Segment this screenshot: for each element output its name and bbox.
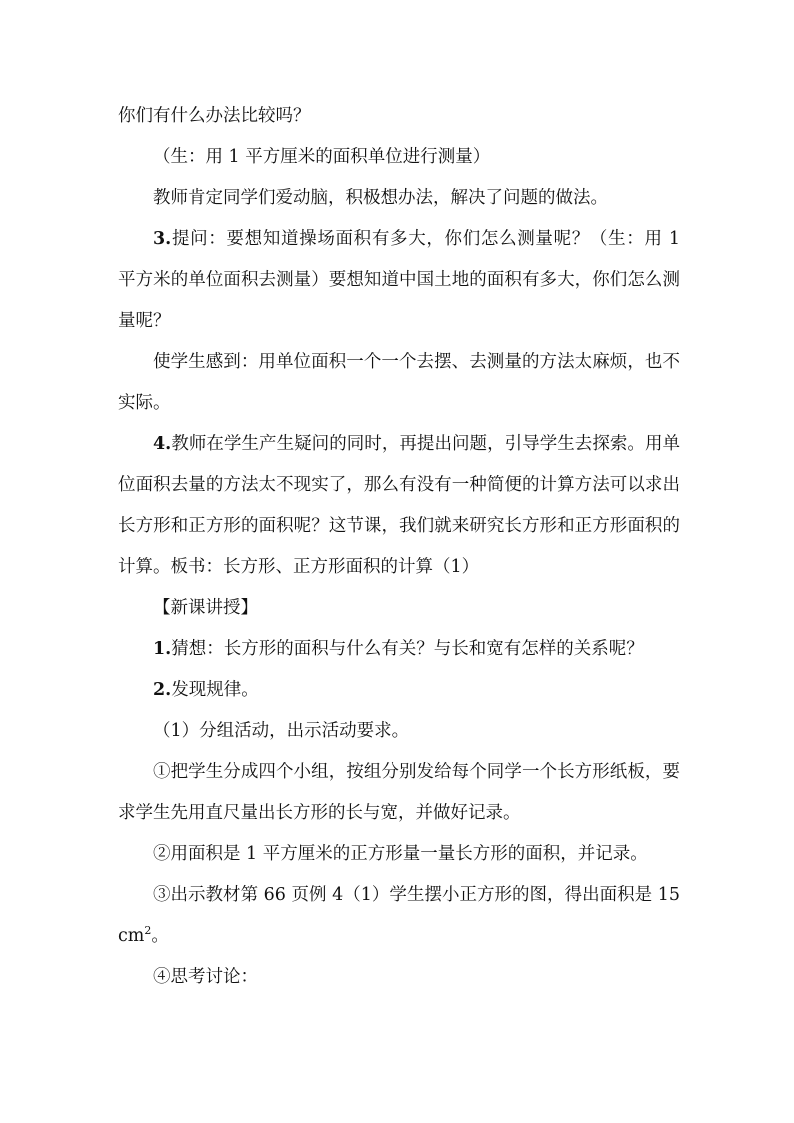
guess-number: 1. [153, 639, 172, 659]
activity-step-3-end: 。 [151, 926, 169, 946]
paragraph-find-rule [118, 670, 680, 711]
step-4-text: 教师在学生产生疑问的同时，再提出问题，引导学生去探索。用单位面积去量的方法太不现实了，那么有没有一种简便的计算方法可以求出长方形和正方形的面积呢？这节课，我们就来研究长方形和正方形面积的计算。板书：长方形、正方形面积的计算（1） [118, 434, 680, 577]
paragraph-teacher-praise: 教师肯定同学们爱动脑，积极想办法，解决了问题的做法。 [153, 188, 608, 208]
superscript-squared: 2 [144, 924, 152, 938]
guess-text: 猜想：长方形的面积与什么有关？与长和宽有怎样的关系呢？ [171, 639, 644, 659]
paragraph-step-4 [118, 424, 680, 588]
step-number-3: 3. [153, 229, 172, 249]
paragraph-activity-step-1: ①把学生分成四个小组，按组分别发给每个同学一个长方形纸板，要求学生先用直尺量出长方形的长与宽，并做好记录。 [118, 762, 680, 823]
find-text: 发现规律。 [171, 680, 259, 700]
step-3-text: 提问：要想知道操场面积有多大，你们怎么测量呢？（生：用 1 平方米的单位面积去测量）要想知道中国土地的面积有多大，你们怎么测量呢？ [118, 229, 680, 331]
step-number-4: 4. [153, 434, 172, 454]
paragraph-step-3 [118, 219, 680, 342]
document-body [118, 96, 680, 998]
paragraph-question-compare: 你们有什么办法比较吗？ [118, 106, 311, 126]
find-number: 2. [153, 680, 172, 700]
paragraph-activity-step-2: ②用面积是 1 平方厘米的正方形量一量长方形的面积，并记录。 [153, 844, 648, 864]
paragraph-student-answer: （生：用 1 平方厘米的面积单位进行测量） [153, 147, 491, 167]
paragraph-student-feeling: 使学生感到：用单位面积一个一个去摆、去测量的方法太麻烦，也不实际。 [118, 352, 680, 413]
section-title-new-lesson: 【新课讲授】 [153, 598, 258, 618]
paragraph-group-activity: （1）分组活动，出示活动要求。 [153, 721, 410, 741]
paragraph-activity-step-3 [118, 875, 680, 957]
paragraph-guess [118, 629, 680, 670]
activity-step-3-text: ③出示教材第 66 页例 4（1）学生摆小正方形的图，得出面积是 15cm [118, 885, 680, 946]
paragraph-activity-step-4: ④思考讨论： [153, 967, 258, 987]
